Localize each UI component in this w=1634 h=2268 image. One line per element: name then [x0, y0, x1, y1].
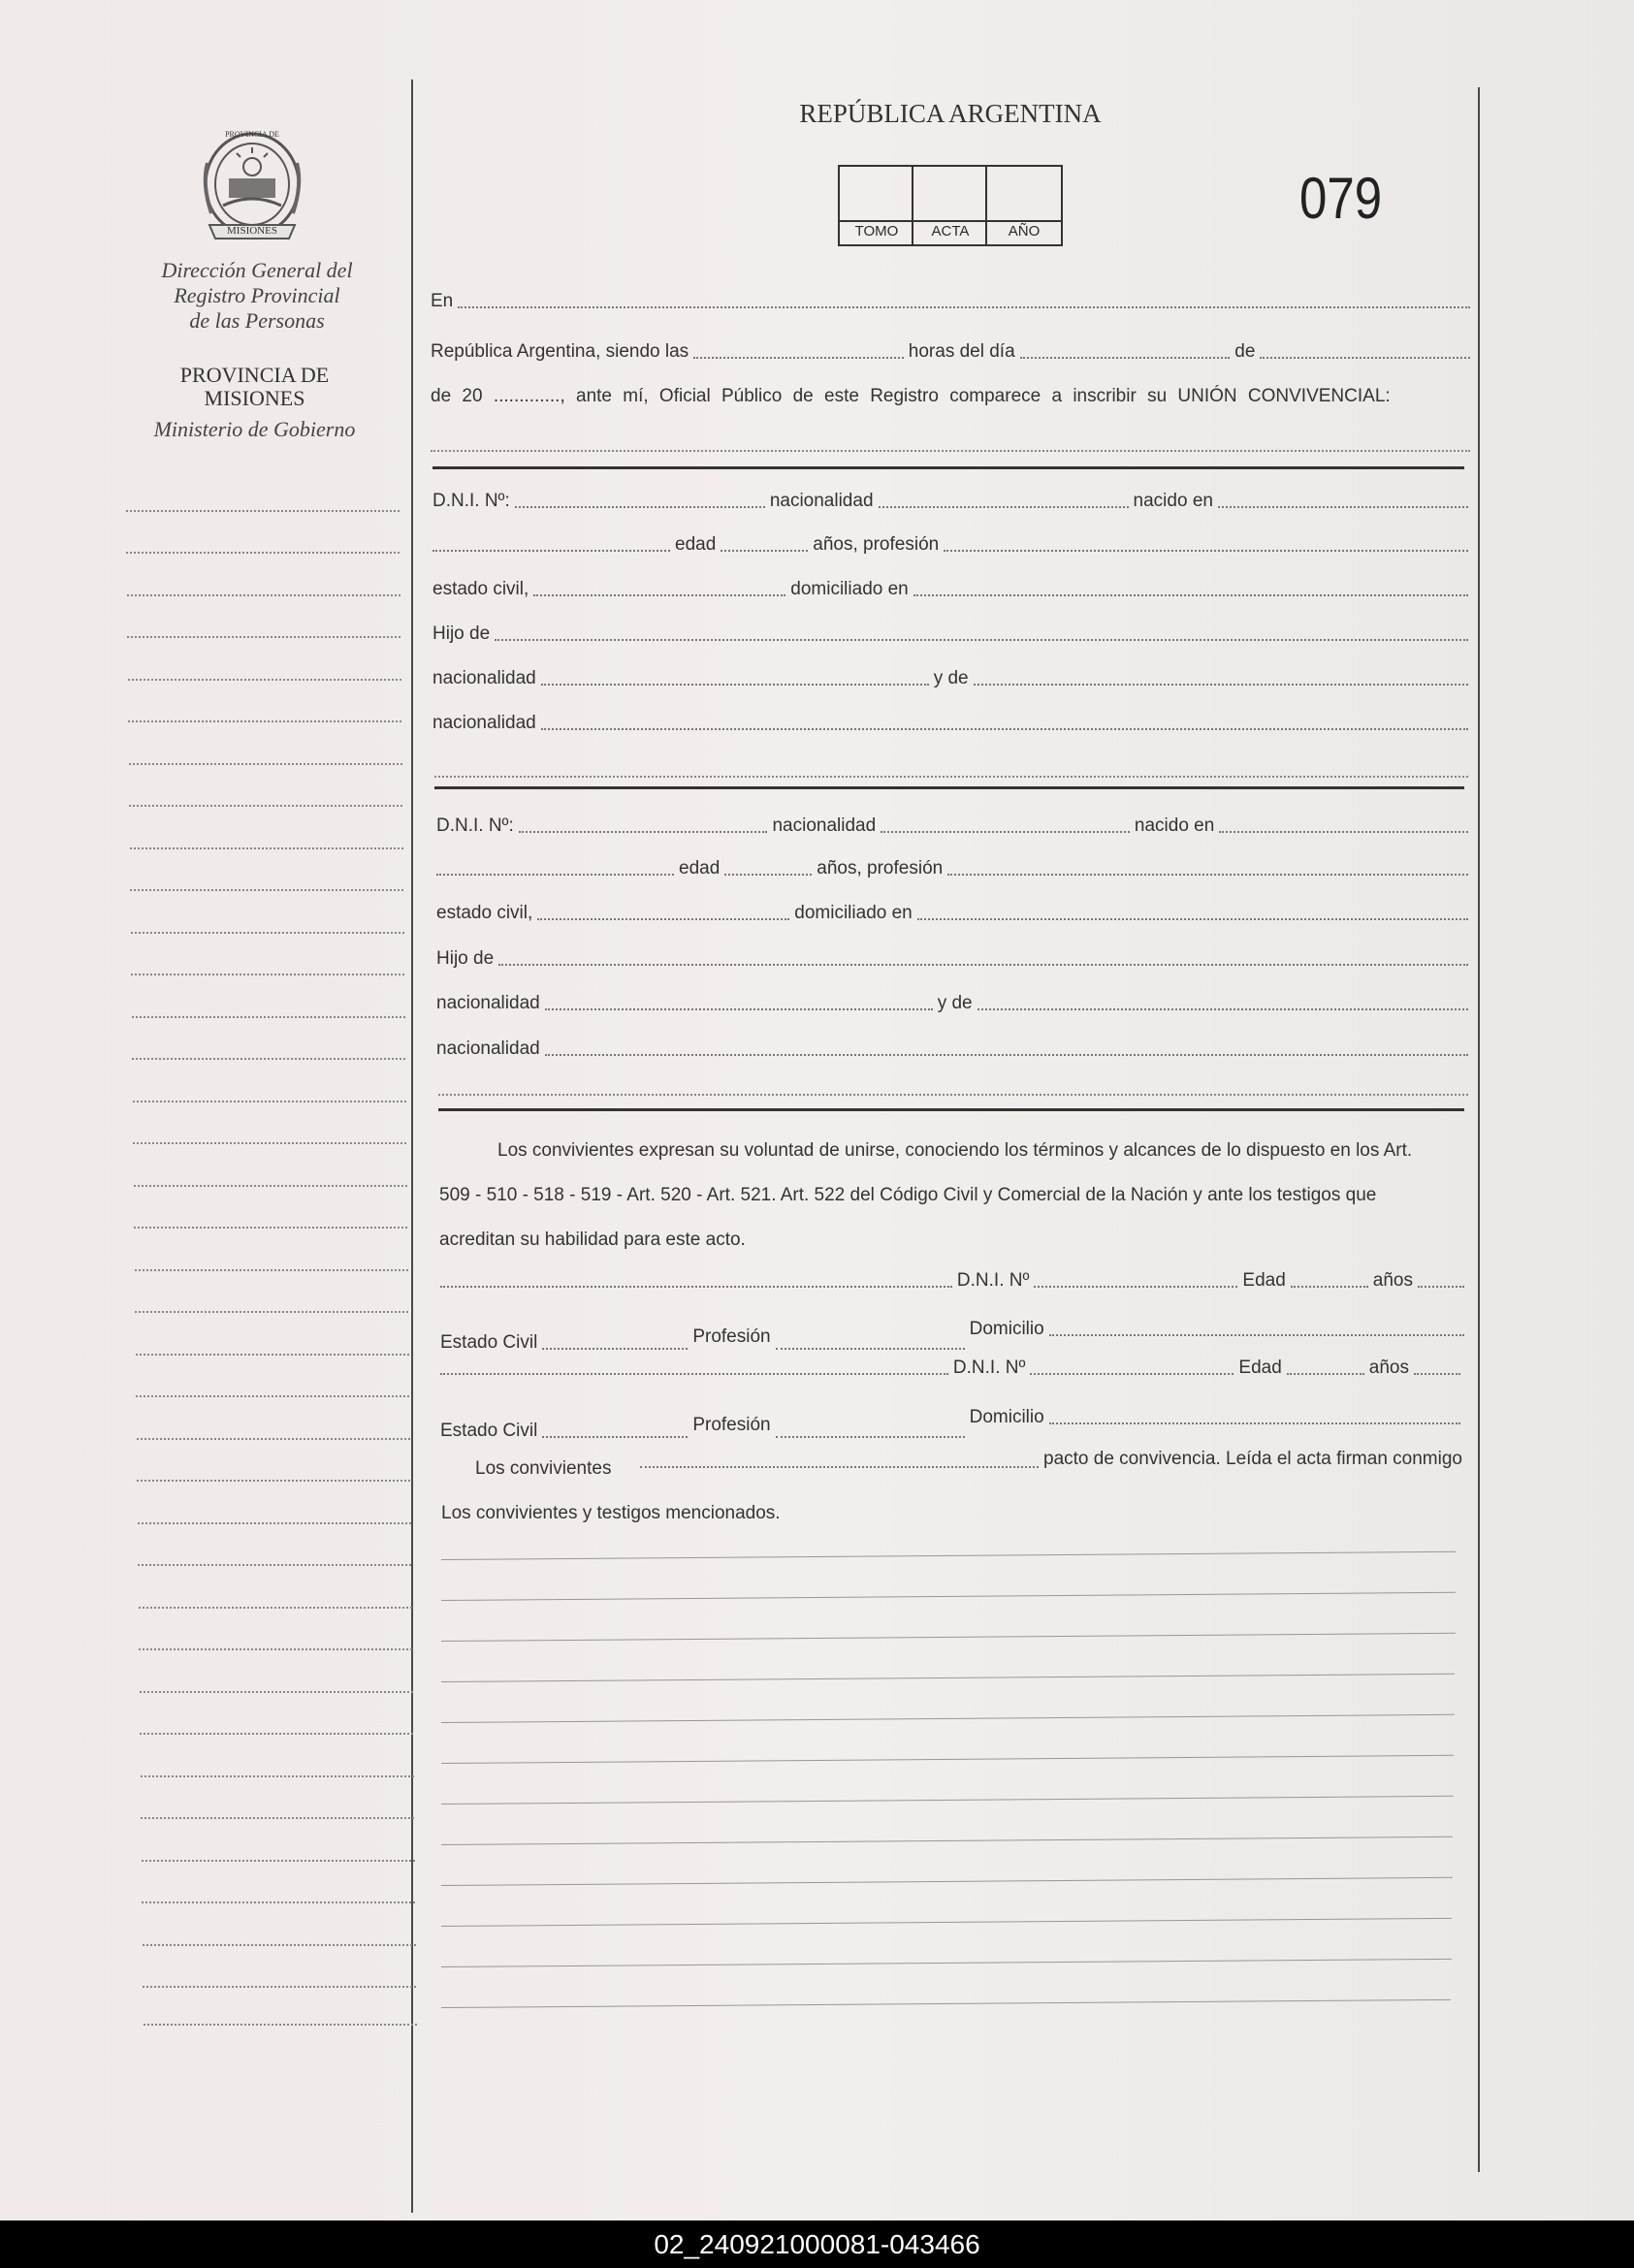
- signature-line[interactable]: [441, 1918, 1452, 1927]
- witness-2-civil-field[interactable]: [542, 1436, 688, 1438]
- sidebar-line: [141, 1775, 414, 1777]
- year-statement: de 20 ............., ante mí, Oficial Público de este Registro comparece a inscribir su UNIÓN CONVIVENCIAL:: [431, 386, 1391, 406]
- sidebar-line: [137, 1438, 410, 1440]
- witness-2-name-field[interactable]: [440, 1373, 948, 1375]
- signature-line[interactable]: [441, 1674, 1455, 1682]
- signature-line[interactable]: [441, 1714, 1455, 1723]
- p2-nationality-label: nacionalidad: [772, 815, 877, 836]
- witness-2-years-label: años: [1368, 1358, 1409, 1378]
- p1-line-1: [433, 491, 1468, 514]
- p2-father-nat-field[interactable]: [545, 1008, 933, 1010]
- scan-id-footer: 02_240921000081-043466: [0, 2220, 1634, 2268]
- p2-civil-field[interactable]: [537, 918, 789, 920]
- p1-born-field[interactable]: [1218, 506, 1468, 508]
- sidebar-line: [126, 510, 400, 512]
- witness-2-address-label: Domicilio: [969, 1407, 1044, 1427]
- crest-ribbon-text: MISIONES: [227, 225, 277, 237]
- closing-pact-field[interactable]: [640, 1466, 1039, 1468]
- p1-age-label: edad: [675, 534, 717, 555]
- p2-mother-nat-field[interactable]: [545, 1054, 1468, 1056]
- section-divider-1: [433, 466, 1464, 469]
- p1-line-3: [433, 579, 1468, 602]
- sidebar-line: [135, 1311, 408, 1313]
- witness-1-profession-label: Profesión: [692, 1326, 771, 1347]
- witness-2-age-label: Edad: [1238, 1358, 1282, 1378]
- signature-line[interactable]: [441, 1999, 1451, 2008]
- p1-mother-nat-field[interactable]: [541, 728, 1468, 730]
- sidebar-line: [129, 763, 402, 765]
- p1-line-5: [433, 668, 1468, 691]
- sidebar-line: [127, 594, 400, 596]
- signature-line[interactable]: [441, 1592, 1456, 1601]
- p1-father-nat-field[interactable]: [541, 684, 929, 686]
- sidebar-line: [126, 552, 400, 554]
- p2-domicile-label: domiciliado en: [794, 903, 913, 923]
- p2-age-label: edad: [679, 858, 721, 878]
- p1-nationality-label: nacionalidad: [769, 491, 874, 511]
- sidebar-line: [133, 1142, 406, 1144]
- witness-2-line-2: [440, 1407, 1460, 1444]
- p1-age-field[interactable]: [721, 550, 808, 552]
- p2-line-2: [436, 858, 1468, 881]
- witness-2-age-field[interactable]: [1287, 1373, 1364, 1375]
- place-field[interactable]: [458, 306, 1470, 308]
- witness-1-line-2: [440, 1319, 1464, 1356]
- p1-domicile-label: domiciliado en: [790, 579, 909, 599]
- witness-2-profession-field[interactable]: [776, 1436, 965, 1438]
- p1-name-field[interactable]: [433, 550, 670, 552]
- record-box-label-divider: [840, 220, 1061, 222]
- p2-mother-nat-label: nacionalidad: [436, 1038, 540, 1059]
- p2-mother-field[interactable]: [977, 1008, 1468, 1010]
- witness-1-dni-field[interactable]: [1034, 1286, 1237, 1288]
- declaration-line-2: 509 - 510 - 518 - 519 - Art. 520 - Art. 521. Art. 522 del Código Civil y Comercial de la Nación y ante los testigos que: [439, 1185, 1377, 1205]
- province-name: [126, 364, 383, 410]
- p1-line-4: [433, 623, 1468, 647]
- sidebar-line: [140, 1691, 413, 1693]
- p2-line-4: [436, 948, 1468, 972]
- p1-domicile-field[interactable]: [913, 594, 1468, 596]
- de-label: de: [1234, 341, 1256, 362]
- p1-mother-nat-label: nacionalidad: [433, 713, 536, 733]
- p2-child-label: Hijo de: [436, 948, 495, 969]
- sidebar-line: [131, 974, 404, 975]
- witness-2-dni-label: D.N.I. Nº: [952, 1358, 1026, 1378]
- p1-born-label: nacido en: [1133, 491, 1213, 511]
- opening-line-2: [431, 341, 1470, 365]
- signature-line[interactable]: [441, 1796, 1454, 1805]
- sidebar-line: [130, 889, 403, 891]
- sidebar-line: [143, 1944, 416, 1946]
- opening-line-3: [431, 386, 1470, 409]
- witness-1-address-label: Domicilio: [969, 1319, 1044, 1339]
- witness-1-years-label: años: [1372, 1270, 1413, 1291]
- p2-born-field[interactable]: [1219, 831, 1468, 833]
- p2-profession-label: años, profesión: [817, 858, 944, 878]
- p1-civil-field[interactable]: [533, 594, 785, 596]
- horas-label: horas del día: [908, 341, 1015, 362]
- sidebar-line: [137, 1480, 410, 1482]
- witness-2-address-field[interactable]: [1049, 1422, 1460, 1424]
- tomo-label: TOMO: [854, 223, 899, 240]
- p2-profession-field[interactable]: [947, 874, 1468, 876]
- record-box: [838, 165, 1063, 246]
- office-line-2: Registro Provincial: [174, 283, 340, 307]
- right-margin-rule: [1478, 87, 1480, 2172]
- signature-line[interactable]: [441, 1755, 1454, 1764]
- witness-1-years-field[interactable]: [1418, 1286, 1464, 1288]
- signature-line[interactable]: [441, 1837, 1453, 1845]
- en-label: En: [431, 291, 454, 311]
- sidebar-line: [143, 1986, 416, 1988]
- signature-line[interactable]: [441, 1633, 1456, 1642]
- sidebar-line: [134, 1227, 407, 1229]
- witness-2-line-1: [440, 1358, 1460, 1381]
- sidebar-line: [136, 1395, 409, 1397]
- office-line-3: de las Personas: [189, 308, 325, 333]
- sidebar-line: [131, 932, 404, 934]
- p2-father-nat-label: nacionalidad: [436, 993, 540, 1013]
- p2-extra-line[interactable]: [438, 1094, 1468, 1096]
- day-field[interactable]: [1020, 357, 1231, 359]
- p1-line-6: [433, 713, 1468, 736]
- hour-field[interactable]: [693, 357, 904, 359]
- left-margin-rule: [411, 80, 413, 2213]
- sidebar-line: [133, 1101, 406, 1102]
- p1-civil-label: estado civil,: [433, 579, 529, 599]
- witness-1-age-field[interactable]: [1291, 1286, 1368, 1288]
- p1-child-label: Hijo de: [433, 623, 491, 644]
- record-number: 079: [1299, 166, 1383, 231]
- witness-2-profession-label: Profesión: [692, 1415, 771, 1435]
- witness-1-name-field[interactable]: [440, 1286, 952, 1288]
- p2-line-3: [436, 903, 1468, 926]
- sidebar-line: [130, 847, 403, 849]
- sidebar-line: [132, 1058, 405, 1060]
- witness-1-civil-label: Estado Civil: [440, 1332, 538, 1353]
- province-line-2: MISIONES: [204, 386, 305, 410]
- p2-line-1: [436, 815, 1468, 839]
- witness-1-dni-label: D.N.I. Nº: [956, 1270, 1030, 1291]
- sidebar-line: [129, 805, 402, 807]
- p1-and-label: y de: [933, 668, 969, 688]
- p2-dni-field[interactable]: [519, 831, 768, 833]
- p1-father-nat-label: nacionalidad: [433, 668, 536, 688]
- closing-convivientes-label: Los convivientes: [475, 1458, 612, 1479]
- closing-pact-text: pacto de convivencia. Leída el acta firman conmigo: [1043, 1449, 1462, 1469]
- month-field[interactable]: [1260, 357, 1470, 359]
- sidebar-line: [135, 1269, 408, 1271]
- p2-civil-label: estado civil,: [436, 903, 533, 923]
- p1-nationality-field[interactable]: [879, 506, 1129, 508]
- p2-name-field[interactable]: [436, 874, 674, 876]
- witness-1-age-label: Edad: [1242, 1270, 1286, 1291]
- signature-line[interactable]: [441, 1551, 1456, 1560]
- closing-line-2: [441, 1503, 1120, 1526]
- sidebar-line: [136, 1354, 409, 1356]
- p1-dni-label: D.N.I. Nº:: [433, 491, 510, 511]
- sidebar-line: [144, 2024, 417, 2026]
- p1-mother-field[interactable]: [974, 684, 1468, 686]
- witness-1-civil-field[interactable]: [542, 1348, 688, 1350]
- office-name: [126, 258, 388, 334]
- acta-label: ACTA: [931, 223, 970, 240]
- p2-born-label: nacido en: [1134, 815, 1215, 836]
- section-divider-2: [434, 786, 1464, 789]
- p2-dni-label: D.N.I. Nº:: [436, 815, 514, 836]
- sidebar-line: [138, 1522, 411, 1524]
- p2-domicile-field[interactable]: [917, 918, 1468, 920]
- p1-line-2: [433, 534, 1468, 558]
- p2-and-label: y de: [937, 993, 973, 1013]
- sidebar-line: [132, 1016, 405, 1018]
- signature-line[interactable]: [441, 1959, 1452, 1967]
- opening-line-1: [431, 291, 1470, 314]
- closing-signatures-text: Los convivientes y testigos mencionados.: [441, 1503, 781, 1523]
- declaration-line-1: Los convivientes expresan su voluntad de unirse, conociendo los términos y alcances de lo dispuesto en los Art.: [497, 1140, 1413, 1161]
- p1-father-field[interactable]: [495, 639, 1468, 641]
- p2-line-6: [436, 1038, 1468, 1062]
- office-line-1: Dirección General del: [161, 258, 353, 282]
- p1-dni-field[interactable]: [515, 506, 765, 508]
- witness-2-years-field[interactable]: [1414, 1373, 1460, 1375]
- witness-2-civil-label: Estado Civil: [440, 1421, 538, 1441]
- ministry-name: Ministerio de Gobierno: [153, 417, 356, 441]
- p2-nationality-field[interactable]: [881, 831, 1130, 833]
- declaration-paragraph: [439, 1140, 1469, 1251]
- declaration-line-3: acreditan su habilidad para este acto.: [439, 1230, 746, 1250]
- sidebar-line: [128, 720, 401, 722]
- sidebar-line: [134, 1185, 407, 1187]
- witness-2-dni-field[interactable]: [1030, 1373, 1234, 1375]
- sidebar-line: [140, 1733, 413, 1735]
- sidebar-line: [139, 1607, 412, 1609]
- witness-1-line-1: [440, 1270, 1464, 1294]
- witness-1-profession-field[interactable]: [776, 1348, 965, 1350]
- p1-extra-line[interactable]: [434, 776, 1468, 778]
- p2-age-field[interactable]: [724, 874, 812, 876]
- ano-label: AÑO: [1008, 223, 1041, 240]
- sidebar-line: [128, 679, 401, 681]
- sidebar-line: [139, 1648, 412, 1650]
- provincial-crest: [194, 124, 310, 250]
- sidebar-line: [142, 1901, 415, 1903]
- p2-line-5: [436, 993, 1468, 1016]
- closing-line-1: [475, 1449, 1462, 1482]
- province-line-1: PROVINCIA DE: [179, 363, 330, 387]
- p1-profession-field[interactable]: [944, 550, 1468, 552]
- p2-father-field[interactable]: [498, 964, 1468, 966]
- sidebar-line: [142, 1860, 415, 1862]
- p1-profession-label: años, profesión: [813, 534, 940, 555]
- signature-line[interactable]: [441, 1877, 1453, 1886]
- opening-extra-line[interactable]: [431, 450, 1470, 452]
- sidebar-line: [138, 1564, 411, 1566]
- witness-1-address-field[interactable]: [1049, 1334, 1464, 1336]
- country-title: REPÚBLICA ARGENTINA: [799, 99, 1102, 128]
- sidebar-line: [127, 636, 400, 638]
- sidebar-line: [141, 1817, 414, 1819]
- crest-ring-text: PROVINCIA DE: [225, 130, 279, 139]
- section-divider-3: [438, 1108, 1464, 1111]
- republica-label: República Argentina, siendo las: [431, 341, 689, 362]
